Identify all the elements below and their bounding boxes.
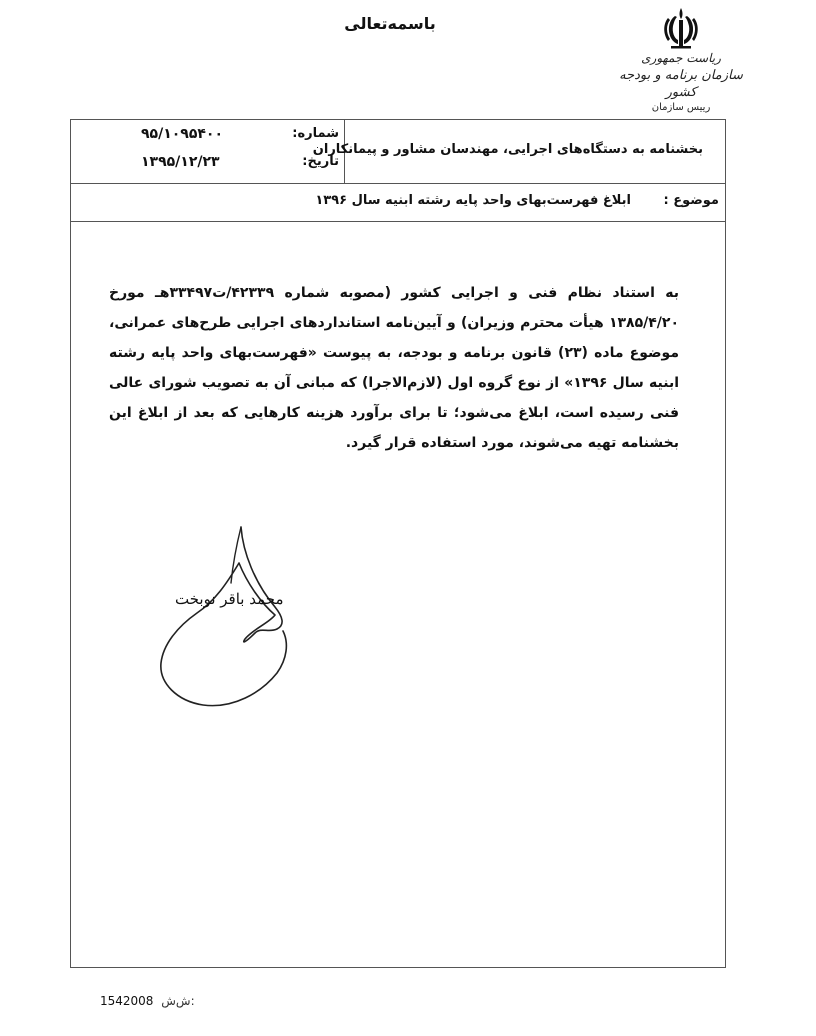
organization-emblem-block — [616, 6, 746, 116]
iran-emblem-icon — [661, 6, 701, 50]
organization-line-presidency: ریاست جمهوری — [641, 51, 721, 65]
letter-number-value: ۹۵/۱۰۹۵۴۰۰ — [141, 126, 224, 142]
letter-subject-row — [71, 183, 725, 222]
footer-reference-label: ش‌ش: — [161, 994, 195, 1008]
letter-subject-text: ابلاغ فهرست‌بهای واحد پایه رشته ابنیه سال ۱۳۹۶ — [315, 193, 631, 208]
invocation-heading: باسمه‌تعالی — [344, 14, 436, 33]
letter-subject-label: موضوع : — [663, 193, 719, 208]
letter-body: به استناد نظام فنی و اجرایی کشور (مصوبه شماره ۴۲۳۳۹/ت۳۳۴۹۷هـ مورخ ۱۳۸۵/۴/۲۰ هیأت محترم وزیران) و آیین‌نامه استانداردهای اجرایی طرح‌های عمرانی، موضوع ماده (۲۳) قانون برنامه و بودجه، به پیوست «فهرست‌بهای واحد پایه رشته ابنیه سال ۱۳۹۶» از نوع گروه اول (لازم‌الاجرا) که مبانی آن به تصویب شورای عالی فنی رسیده است، ابلاغ می‌شود؛ تا برای برآورد هزینه کارهایی که بعد از ابلاغ این بخشنامه تهیه می‌شوند، مورد استفاده قرار گیرد. — [109, 285, 679, 451]
letter-date-value: ۱۳۹۵/۱۲/۲۳ — [141, 154, 220, 170]
handwritten-signature — [157, 523, 307, 713]
letter-meta-cell — [71, 120, 345, 183]
footer-reference — [100, 994, 220, 1008]
letter-date-line — [71, 154, 345, 178]
letter-number-line — [71, 126, 345, 150]
letter-number-label: شماره: — [292, 126, 339, 141]
organization-line-title: رییس سازمان — [651, 102, 711, 113]
organization-line-name: سازمان برنامه و بودجه کشور — [619, 68, 743, 100]
letter-date-label: تاریخ: — [302, 154, 339, 169]
letter-frame — [70, 119, 726, 968]
footer-reference-number: 1542008 — [100, 994, 154, 1008]
letter-recipients: بخشنامه به دستگاه‌های اجرایی، مهندسان مشاور و پیمانکاران — [312, 142, 703, 157]
letter-header-row — [71, 120, 725, 184]
signer-name: محمد باقر نوبخت — [175, 590, 284, 608]
